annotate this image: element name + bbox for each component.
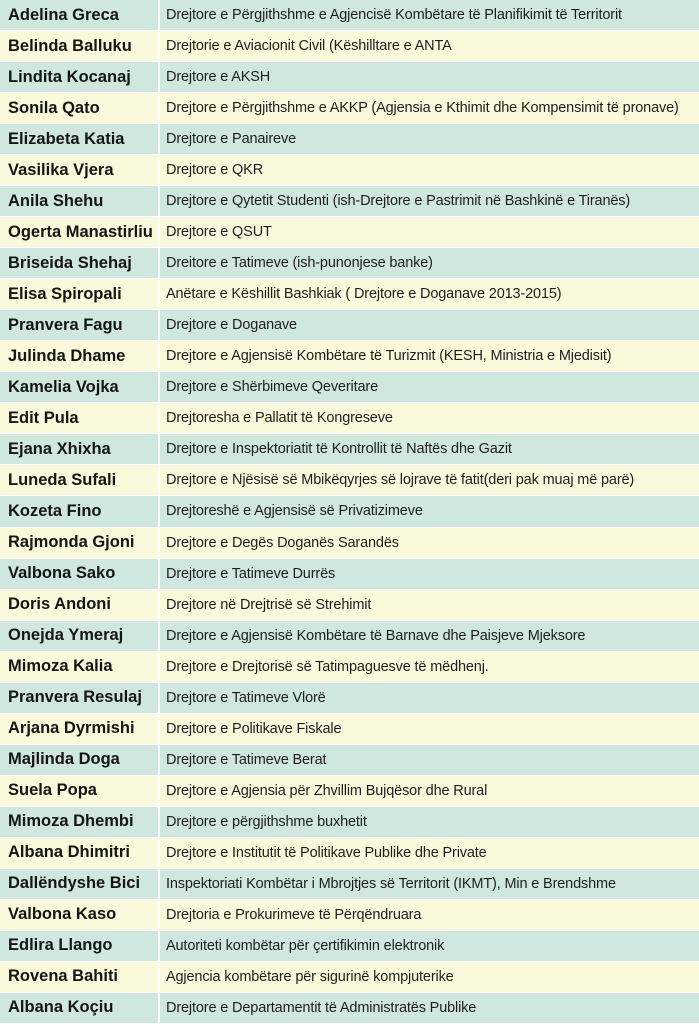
person-role: Drejtore e Tatimeve Vlorë bbox=[166, 689, 326, 706]
person-name: Kozeta Fino bbox=[0, 496, 160, 526]
table-row bbox=[0, 155, 699, 186]
person-name: Valbona Kaso bbox=[0, 900, 160, 930]
person-name: Arjana Dyrmishi bbox=[0, 714, 160, 744]
person-role: Drejtore e Tatimeve Durrës bbox=[166, 565, 336, 582]
person-role: Autoriteti kombëtar për çertifikimin elektronik bbox=[166, 937, 445, 954]
person-name: Lindita Kocanaj bbox=[0, 62, 160, 92]
person-role: Drejtore e Agjensisë Kombëtare të Turizmit (KESH, Ministria e Mjedisit) bbox=[166, 348, 612, 365]
table-row bbox=[0, 559, 699, 590]
person-role: Drejtore e Përgjithshme e AKKP (Agjensia e Kthimit dhe Kompensimit të pronave) bbox=[166, 100, 679, 117]
person-role: Drejtore e Shërbimeve Qeveritare bbox=[166, 379, 378, 396]
person-role: Drejtore e QKR bbox=[166, 162, 264, 179]
person-role: Drejtore e Agjensisë Kombëtare të Barnave dhe Paisjeve Mjeksore bbox=[166, 627, 586, 644]
person-name: Julinda Dhame bbox=[0, 341, 160, 371]
person-role: Inspektoriati Kombëtar i Mbrojtjes së Territorit (IKMT), Min e Brendshme bbox=[166, 875, 616, 892]
table-row bbox=[0, 372, 699, 403]
person-name: Elisa Spiropali bbox=[0, 279, 160, 309]
person-role: Drejtore e Panaireve bbox=[166, 131, 296, 148]
person-role: Drejtoresha e Pallatit të Kongreseve bbox=[166, 410, 393, 427]
table-row bbox=[0, 590, 699, 621]
table-row bbox=[0, 310, 699, 341]
person-name: Rajmonda Gjoni bbox=[0, 528, 160, 558]
person-name: Dallëndyshe Bici bbox=[0, 869, 160, 899]
person-role: Drejtorie e Aviacionit Civil (Këshilltare e ANTA bbox=[166, 38, 452, 55]
person-name: Onejda Ymeraj bbox=[0, 621, 160, 651]
table-row bbox=[0, 931, 699, 962]
person-role: Drejtore e Agjensia për Zhvillim Bujqësor dhe Rural bbox=[166, 782, 488, 799]
table-row bbox=[0, 683, 699, 714]
person-role: Drejtore e Doganave bbox=[166, 317, 297, 334]
person-name: Belinda Balluku bbox=[0, 31, 160, 61]
person-name: Majlinda Doga bbox=[0, 745, 160, 775]
table-row bbox=[0, 93, 699, 124]
table-row bbox=[0, 528, 699, 559]
person-role: Anëtare e Këshillit Bashkiak ( Drejtore e Doganave 2013-2015) bbox=[166, 286, 562, 303]
person-name: Vasilika Vjera bbox=[0, 155, 160, 185]
person-name: Albana Dhimitri bbox=[0, 838, 160, 868]
person-role: Drejtore e Politikave Fiskale bbox=[166, 720, 342, 737]
table-row bbox=[0, 186, 699, 217]
person-name: Edlira Llango bbox=[0, 931, 160, 961]
table-row bbox=[0, 900, 699, 931]
person-role: Drejtoria e Prokurimeve të Përqëndruara bbox=[166, 906, 422, 923]
table-row bbox=[0, 403, 699, 434]
person-role: Drejtore e Degës Doganës Sarandës bbox=[166, 534, 399, 551]
person-name: Ejana Xhixha bbox=[0, 434, 160, 464]
person-role: Drejtore e Përgjithshme e Agjencisë Kombëtare të Planifikimit të Territorit bbox=[166, 7, 622, 23]
person-name: Luneda Sufali bbox=[0, 465, 160, 495]
person-name: Briseida Shehaj bbox=[0, 248, 160, 278]
person-role: Drejtore e Qytetit Studenti (ish-Drejtore e Pastrimit në Bashkinë e Tiranës) bbox=[166, 193, 631, 210]
table-row bbox=[0, 807, 699, 838]
table-row bbox=[0, 652, 699, 683]
person-role: Drejtore e Institutit të Politikave Publike dhe Private bbox=[166, 844, 487, 861]
person-name: Rovena Bahiti bbox=[0, 962, 160, 992]
table-row bbox=[0, 217, 699, 248]
person-role: Drejtore e Inspektoriatit të Kontrollit të Naftës dhe Gazit bbox=[166, 441, 512, 458]
person-name: Adelina Greca bbox=[0, 0, 160, 30]
table-row bbox=[0, 279, 699, 310]
person-name: Kamelia Vojka bbox=[0, 372, 160, 402]
person-role: Drejtoreshë e Agjensisë së Privatizimeve bbox=[166, 503, 423, 520]
person-name: Anila Shehu bbox=[0, 186, 160, 216]
table-row bbox=[0, 714, 699, 745]
person-name: Albana Koçiu bbox=[0, 993, 160, 1023]
table-row bbox=[0, 341, 699, 372]
table-row bbox=[0, 62, 699, 93]
table-row bbox=[0, 0, 699, 31]
person-role: Drejtore e QSUT bbox=[166, 224, 272, 241]
table-row bbox=[0, 776, 699, 807]
person-name: Mimoza Dhembi bbox=[0, 807, 160, 837]
person-role: Drejtore e përgjithshme buxhetit bbox=[166, 813, 367, 830]
table-row bbox=[0, 745, 699, 776]
person-name: Mimoza Kalia bbox=[0, 652, 160, 682]
table-row bbox=[0, 993, 699, 1024]
table-row bbox=[0, 496, 699, 527]
person-role: Drejtore e Departamentit të Administratës Publike bbox=[166, 999, 477, 1016]
person-name: Sonila Qato bbox=[0, 93, 160, 123]
table-row bbox=[0, 621, 699, 652]
person-role: Agjencia kombëtare për sigurinë kompjuterike bbox=[166, 968, 454, 985]
person-name: Edit Pula bbox=[0, 403, 160, 433]
person-name: Doris Andoni bbox=[0, 590, 160, 620]
table-row bbox=[0, 434, 699, 465]
person-name: Ogerta Manastirliu bbox=[0, 217, 160, 247]
person-role: Drejtore e Tatimeve Berat bbox=[166, 751, 327, 768]
person-name: Suela Popa bbox=[0, 776, 160, 806]
person-role: Drejtore e Njësisë së Mbikëqyrjes së lojrave të fatit(deri pak muaj më parë) bbox=[166, 472, 635, 489]
person-role: Drejtore në Drejtrisë së Strehimit bbox=[166, 596, 372, 613]
table-row bbox=[0, 124, 699, 155]
table-row bbox=[0, 962, 699, 993]
table-row bbox=[0, 838, 699, 869]
table-row bbox=[0, 31, 699, 62]
person-role: Drejtore e Drejtorisë së Tatimpaguesve të mëdhenj. bbox=[166, 658, 489, 675]
person-name: Pranvera Fagu bbox=[0, 310, 160, 340]
person-name: Valbona Sako bbox=[0, 559, 160, 589]
person-role: Dreitore e Tatimeve (ish-punonjese banke) bbox=[166, 255, 433, 272]
person-name: Pranvera Resulaj bbox=[0, 683, 160, 713]
person-name: Elizabeta Katia bbox=[0, 124, 160, 154]
table-row bbox=[0, 248, 699, 279]
table-row bbox=[0, 869, 699, 900]
person-role: Drejtore e AKSH bbox=[166, 69, 271, 86]
table-row bbox=[0, 465, 699, 496]
